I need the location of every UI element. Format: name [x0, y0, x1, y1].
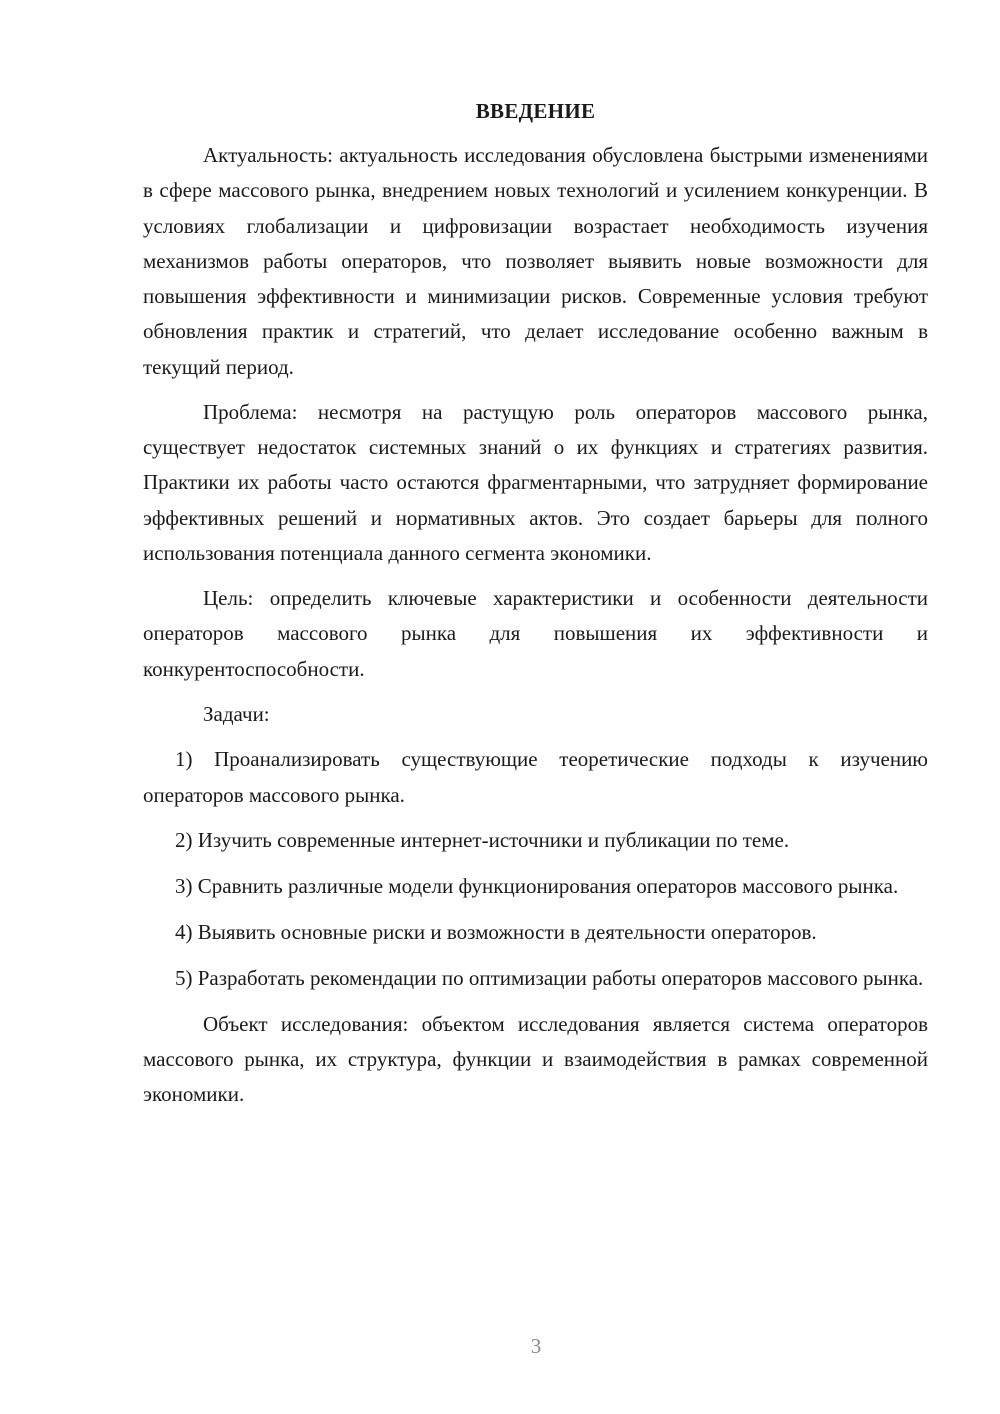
object-paragraph: Объект исследования: объектом исследования является система операторов массового рынка, их структура, функции и взаимодействия в рамках современной экономики.: [143, 1011, 928, 1107]
page-number: 3: [530, 1334, 542, 1358]
task-item-3: 3) Сравнить различные модели функционирования операторов массового рынка.: [175, 874, 899, 899]
task-item-1: 1) Проанализировать существующие теоретические подходы к изучению операторов массового рынка.: [143, 747, 928, 807]
task-item-5: 5) Разработать рекомендации по оптимизации работы операторов массового рынка.: [175, 965, 924, 990]
goal-paragraph: Цель: определить ключевые характеристики и особенности деятельности операторов массового рынка для повышения их эффективности и конкурентоспособности.: [143, 585, 928, 681]
task-item-2: 2) Изучить современные интернет-источники и публикации по теме.: [175, 828, 790, 853]
document-page: [143, 96, 928, 1112]
relevance-paragraph: Актуальность: актуальность исследования обусловлена быстрыми изменениями в сфере массового рынка, внедрением новых технологий и усилением конкуренции. В условиях глобализации и цифровизации возрастает необходимость изучения механизмов работы операторов, что позволяет выявить новые возможности для повышения эффективности и минимизации рисков. Современные условия требуют обновления практик и стратегий, что делает исследование особенно важным в текущий период.: [143, 143, 928, 379]
tasks-list: [143, 742, 928, 996]
section-heading: ВВЕДЕНИЕ: [475, 99, 596, 123]
problem-paragraph: Проблема: несмотря на растущую роль операторов массового рынка, существует недостаток системных знаний о их функциях и стратегиях развития. Практики их работы часто остаются фрагментарными, что затрудняет формирование эффективных решений и нормативных актов. Это создает барьеры для полного использования потенциала данного сегмента экономики.: [143, 399, 928, 565]
tasks-label: Задачи:: [203, 701, 270, 726]
task-item-4: 4) Выявить основные риски и возможности в деятельности операторов.: [175, 920, 817, 944]
